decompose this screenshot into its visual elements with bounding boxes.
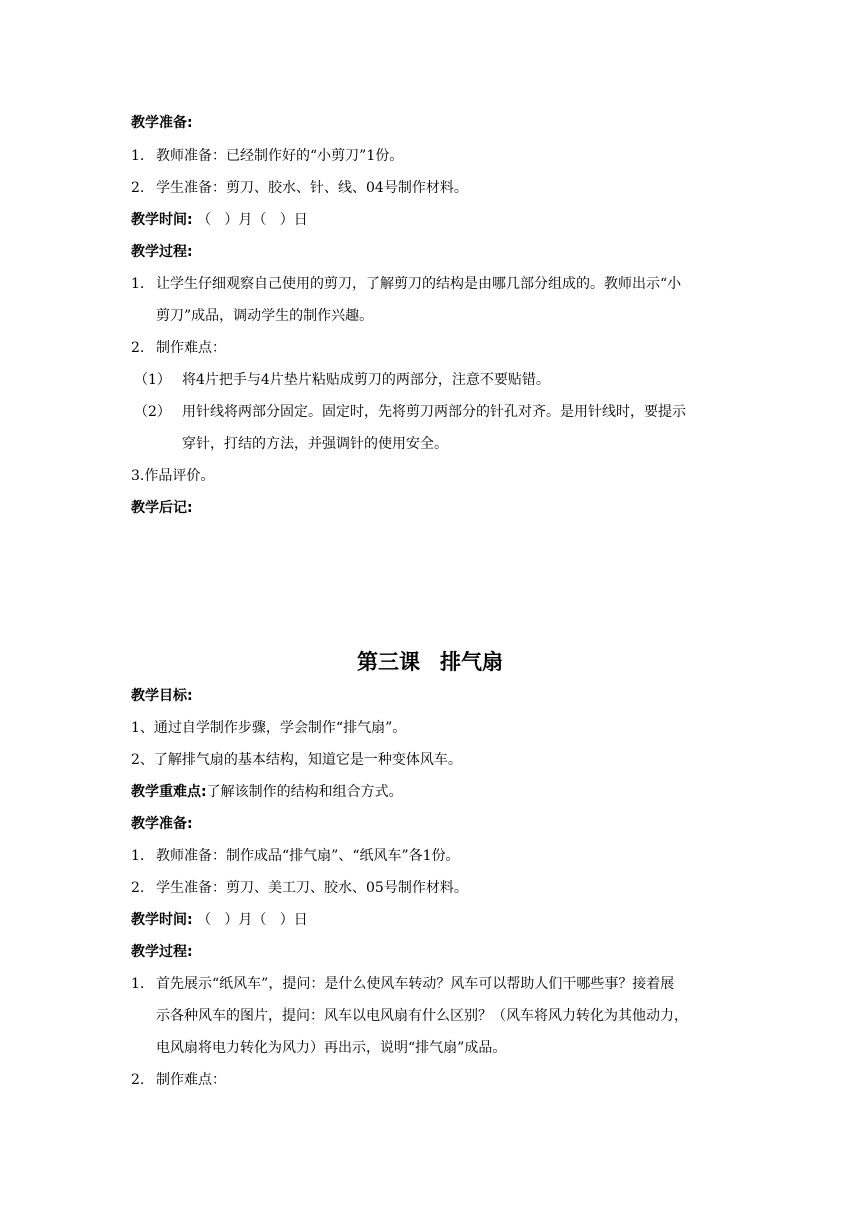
key-text: 了解该制作的结构和组合方式。 [206, 784, 403, 800]
prep-heading-2: 教学准备: [131, 816, 193, 832]
time-line [131, 210, 308, 230]
sub-item-2-line2: 穿针，打结的方法，并强调针的使用安全。 [182, 436, 448, 452]
lesson-title-name: 排气扇 [440, 650, 503, 674]
prep-item-2 [131, 178, 468, 198]
notes-heading: 教学后记: [131, 500, 193, 516]
process-heading: 教学过程: [131, 244, 193, 260]
prep-item-2-2-text: 学生准备：剪刀、美工刀、胶水、05号制作材料。 [156, 880, 468, 896]
key-line [131, 782, 403, 802]
prep-item-2-2-num: 2. [131, 880, 145, 896]
process-item-2-1-line1: 首先展示“纸风车”，提问：是什么使风车转动？风车可以帮助人们干哪些事？接着展 [156, 976, 675, 992]
process-item-2-2-text: 制作难点： [156, 1072, 226, 1088]
process-item-3: 3.作品评价。 [131, 468, 215, 484]
process-item-2 [131, 338, 226, 358]
sub-item-2-num: （2） [134, 404, 171, 420]
prep-item-1-text: 教师准备：已经制作好的“小剪刀”1份。 [156, 148, 404, 164]
process-item-1-line2: 剪刀”成品，调动学生的制作兴趣。 [156, 308, 374, 324]
prep-heading: 教学准备: [131, 115, 193, 131]
prep-item-2-num: 2. [131, 180, 145, 196]
process-item-1-num: 1. [131, 276, 145, 292]
process-item-2-1-num: 1. [131, 976, 145, 992]
sub-item-1-num: （1） [134, 372, 171, 388]
process-item-2-1 [131, 974, 674, 994]
prep-item-2-2 [131, 878, 468, 898]
prep-item-1 [131, 146, 403, 166]
process-item-2-text: 制作难点： [156, 340, 226, 356]
prep-item-2-1-num: 1. [131, 848, 145, 864]
lesson-title [0, 648, 860, 676]
process-item-2-2-num: 2. [131, 1072, 145, 1088]
key-heading: 教学重难点: [131, 784, 207, 800]
prep-item-2-1-text: 教师准备：制作成品“排气扇”、“纸风车”各1份。 [156, 848, 460, 864]
goal-item-1: 1、通过自学制作步骤，学会制作“排气扇”。 [131, 720, 407, 736]
process-item-2-num: 2. [131, 340, 145, 356]
lesson-title-number: 第三课 [357, 650, 420, 674]
prep-item-1-num: 1. [131, 148, 145, 164]
sub-item-2-line1: 用针线将两部分固定。固定时，先将剪刀两部分的针孔对齐。是用针线时，要提示 [182, 404, 686, 420]
prep-item-2-1 [131, 846, 460, 866]
process-item-2-1-line2: 示各种风车的图片，提问：风车以电风扇有什么区别？（风车将风力转化为其他动力， [156, 1008, 688, 1024]
process-item-1 [131, 274, 681, 294]
goal-item-2: 2、了解排气扇的基本结构，知道它是一种变体风车。 [131, 752, 462, 768]
process-heading-2: 教学过程: [131, 944, 193, 960]
time-text: （ ）月（ ）日 [197, 212, 308, 228]
process-item-1-line1: 让学生仔细观察自己使用的剪刀，了解剪刀的结构是由哪几部分组成的。教师出示“小 [156, 276, 682, 292]
time-heading: 教学时间: [131, 212, 193, 228]
prep-item-2-text: 学生准备：剪刀、胶水、针、线、04号制作材料。 [156, 180, 468, 196]
sub-item-2 [134, 402, 686, 422]
time-heading-2: 教学时间: [131, 912, 193, 928]
sub-item-1-text: 将4片把手与4片垫片粘贴成剪刀的两部分，注意不要贴错。 [182, 372, 550, 388]
goal-heading: 教学目标: [131, 688, 193, 704]
time-text-2: （ ）月（ ）日 [197, 912, 308, 928]
process-item-2-2 [131, 1070, 226, 1090]
process-item-2-1-line3: 电风扇将电力转化为风力）再出示，说明“排气扇”成品。 [156, 1040, 507, 1056]
sub-item-1 [134, 370, 550, 390]
time-line-2 [131, 910, 308, 930]
